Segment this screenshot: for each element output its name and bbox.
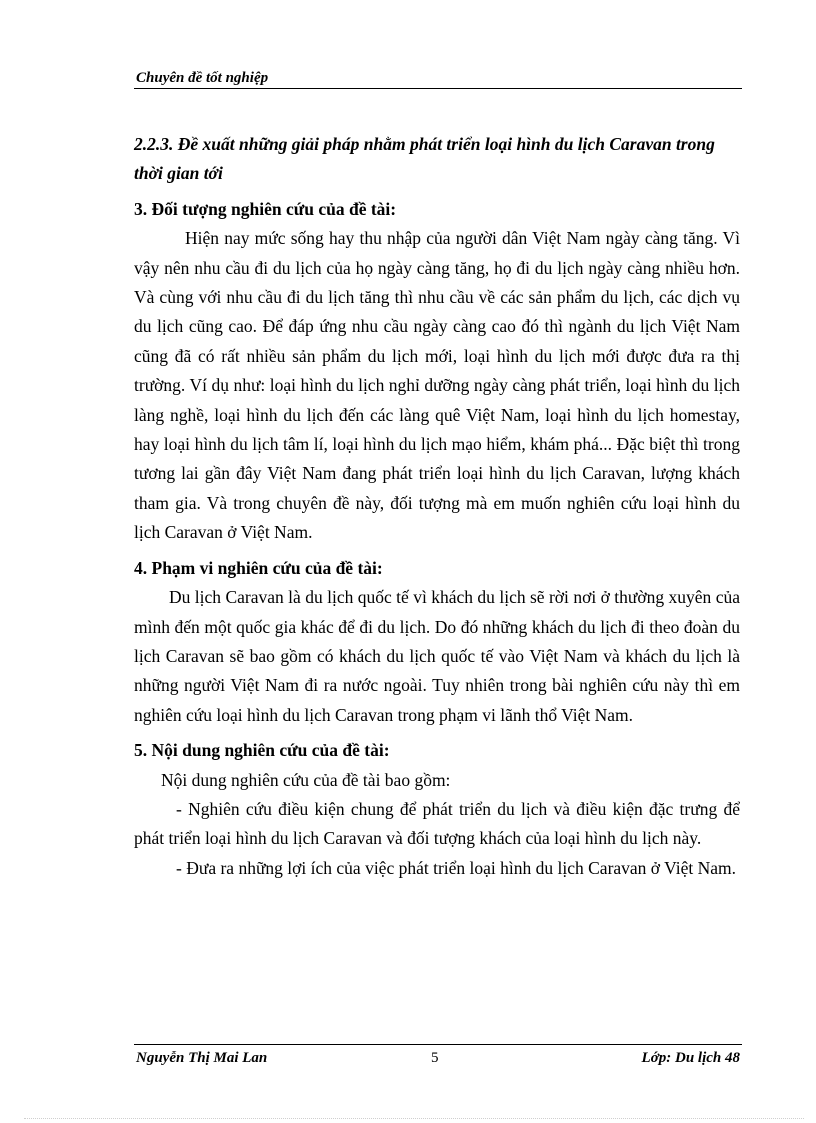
section-5-item-1: - Nghiên cứu điều kiện chung để phát triển du lịch và điều kiện đặc trưng để phát triển loại hình du lịch Caravan và đối tượng khách của loại hình du lịch này. [134,798,740,849]
header-divider [134,88,742,89]
header-title: Chuyên đề tốt nghiệp [136,70,269,86]
section-3-paragraph: Hiện nay mức sống hay thu nhập của người dân Việt Nam ngày càng tăng. Vì vậy nên nhu cầu đi du lịch của họ ngày càng tăng, họ đi du lịch ngày càng nhiều hơn. Và cùng với nhu cầu đi du lịch tăng thì nhu cầu về các sản phẩm du lịch, các dịch vụ du lịch cũng cao. Để đáp ứng nhu cầu ngày càng cao đó thì ngành du lịch Việt Nam cũng đã có rất nhiều sản phẩm du lịch mới, loại hình du lịch mới được đưa ra thị trường. Ví dụ như: loại hình du lịch nghỉ dưỡng ngày càng phát triển, loại hình du lịch làng nghề, loại hình du lịch đến các làng quê Việt Nam, loại hình du lịch homestay, hay loại hình du lịch tâm lí, loại hình du lịch mạo hiểm, khám phá... Đặc biệt thì trong tương lai gần đây Việt Nam đang phát triển loại hình du lịch Caravan, lượng khách tham gia. Và trong chuyên đề này, đối tượng mà em muốn nghiên cứu loại hình du lịch Caravan ở Việt Nam. [134,228,740,543]
section-4-heading: 4. Phạm vi nghiên cứu của đề tài: [134,557,383,578]
page-number: 5 [431,1050,439,1066]
subsection-heading-2-2-3: 2.2.3. Đề xuất những giải pháp nhằm phát triển loại hình du lịch Caravan trong thời gian tới [134,134,715,184]
section-5-intro: Nội dung nghiên cứu của đề tài bao gồm: [161,769,451,790]
footer-author: Nguyễn Thị Mai Lan [136,1050,268,1066]
section-4-paragraph: Du lịch Caravan là du lịch quốc tế vì khách du lịch sẽ rời nơi ở thường xuyên của mình đến một quốc gia khác để đi du lịch. Do đó những khách du lịch đi theo đoàn du lịch Caravan sẽ bao gồm có khách du lịch quốc tế vào Việt Nam và khách du lịch là những người Việt Nam đi ra nước ngoài. Tuy nhiên trong bài nghiên cứu này thì em nghiên cứu loại hình du lịch Caravan trong phạm vi lãnh thổ Việt Nam. [134,587,740,725]
document-body [134,130,740,883]
section-3-heading: 3. Đối tượng nghiên cứu của đề tài: [134,198,397,219]
page-bottom-edge [24,1118,804,1119]
section-5-heading: 5. Nội dung nghiên cứu của đề tài: [134,740,390,761]
section-5-item-2: - Đưa ra những lợi ích của việc phát triển loại hình du lịch Caravan ở Việt Nam. [176,857,736,878]
footer-class: Lớp: Du lịch 48 [641,1050,740,1066]
footer-divider [134,1044,742,1045]
